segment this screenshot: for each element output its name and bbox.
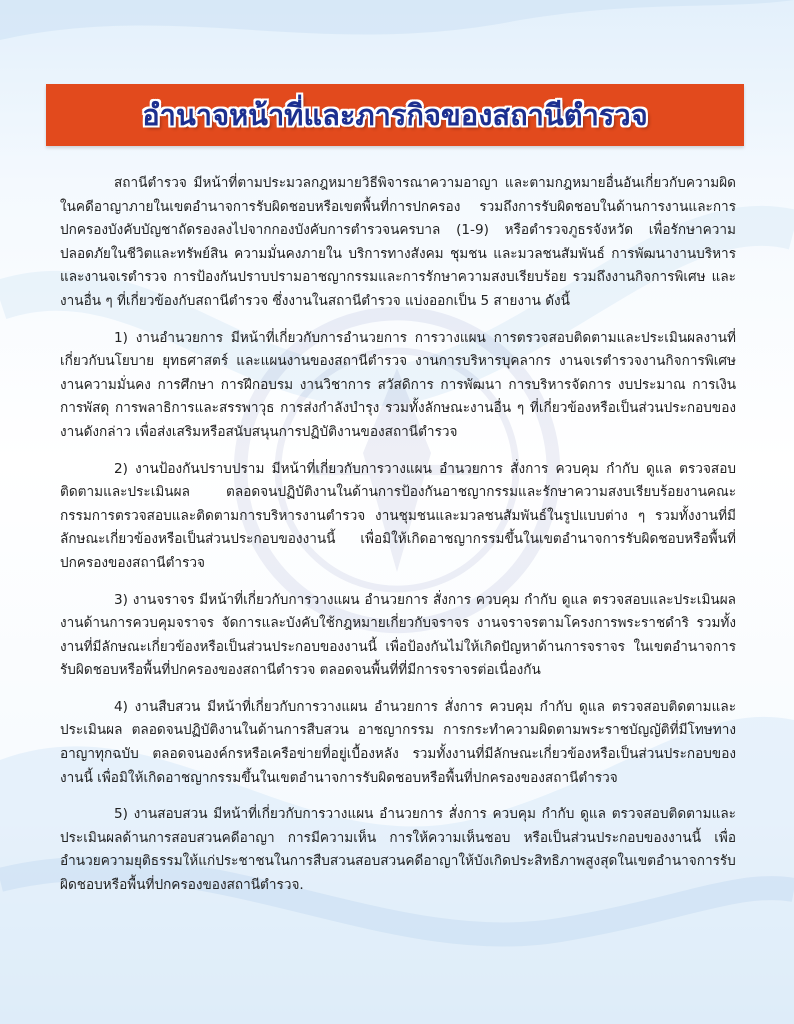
page-title: อำนาจหน้าที่และภารกิจของสถานีตำรวจ bbox=[142, 98, 648, 132]
document-body bbox=[60, 172, 736, 911]
traffic-paragraph: 3) งานจราจร มีหน้าที่เกี่ยวกับการวางแผน อำนวยการ สั่งการ ควบคุม กำกับ ดูแล ตรวจสอบและประเมินผลงานด้านการควบคุมจราจร จัดการและบังคับใช้กฎหมายเกี่ยวกับจราจร งานจราจรตามโครงการพระราชดำริ รวมทั้งงานที่มีลักษณะเกี่ยวข้องหรือเป็นส่วนประกอบของงานนี้ เพื่อป้องกันไม่ให้เกิดปัญหาด้านการจราจร ในเขตอำนาจการรับผิดชอบหรือพื้นที่ปกครองของสถานีตำรวจ ตลอดจนพื้นที่ที่มีการจราจรต่อเนื่องกัน bbox=[60, 591, 736, 679]
inquiry-paragraph: 5) งานสอบสวน มีหน้าที่เกี่ยวกับการวางแผน อำนวยการ สั่งการ ควบคุม กำกับ ดูแล ตรวจสอบติดตามและประเมินผลด้านการสอบสวนคดีอาญา การมีความเห็น การให้ความเห็นชอบ หรือเป็นส่วนประกอบของงานนี้ เพื่ออำนวยความยุติธรรมให้แก่ประชาชนในการสืบสวนสอบสวนคดีอาญาให้บังเกิดประสิทธิภาพสูงสุดในเขตอำนาจการรับผิดชอบหรือพื้นที่ปกครองของสถานีตำรวจ. bbox=[60, 806, 736, 894]
investigation-paragraph: 4) งานสืบสวน มีหน้าที่เกี่ยวกับการวางแผน อำนวยการ สั่งการ ควบคุม กำกับ ดูแล ตรวจสอบติดตามและประเมินผล ตลอดจนปฏิบัติงานในด้านการสืบสวน อาชญากรรม การกระทำความผิดตามพระราชบัญญัติที่มีโทษทางอาญาทุกฉบับ ตลอดจนองค์กรหรือเครือข่ายที่อยู่เบื้องหลัง รวมทั้งงานที่มีลักษณะเกี่ยวข้องหรือเป็นส่วนประกอบของงานนี้ เพื่อมิให้เกิดอาชญากรรมขึ้นในเขตอำนาจการรับผิดชอบหรือพื้นที่ปกครองของสถานีตำรวจ bbox=[60, 698, 736, 786]
title-banner bbox=[46, 84, 744, 146]
admin-duties-paragraph: 1) งานอำนวยการ มีหน้าที่เกี่ยวกับการอำนวยการ การวางแผน การตรวจสอบติดตามและประเมินผลงานที่เกี่ยวกับนโยบาย ยุทธศาสตร์ และแผนงานของสถานีตำรวจ งานการบริหารบุคลากร งานจเรตำรวจงานกิจการพิเศษ งานความมั่นคง การศึกษา การฝึกอบรม งานวิชาการ สวัสดิการ การพัฒนา การบริหารจัดการ งบประมาณ การเงิน การพัสดุ การพลาธิการและสรรพาวุธ การส่งกำลังบำรุง รวมทั้งลักษณะงานอื่น ๆ ที่เกี่ยวข้องหรือเป็นส่วนประกอบของงานดังกล่าว เพื่อส่งเสริมหรือสนับสนุนการปฏิบัติงานของสถานีตำรวจ bbox=[60, 329, 736, 440]
intro-paragraph: สถานีตำรวจ มีหน้าที่ตามประมวลกฎหมายวิธีพิจารณาความอาญา และตามกฎหมายอื่นอันเกี่ยวกับความผิดในคดีอาญาภายในเขตอำนาจการรับผิดชอบหรือเขตพื้นที่การปกครอง รวมถึงการรับผิดชอบในด้านการงานและการปกครองบังคับบัญชาถัดรองลงไปจากกองบังคับการตำรวจนครบาล (1-9) หรือตำรวจภูธรจังหวัด เพื่อรักษาความปลอดภัยในชีวิตและทรัพย์สิน ความมั่นคงภายใน บริการทางสังคม ชุมชน และมวลชนสัมพันธ์ การพัฒนางานบริหารและงานจเรตำรวจ การป้องกันปราบปรามอาชญากรรมและการรักษาความสงบเรียบร้อย รวมถึงงานกิจการพิเศษ และงานอื่น ๆ ที่เกี่ยวข้องกับสถานีตำรวจ ซึ่งงานในสถานีตำรวจ แบ่งออกเป็น 5 สายงาน ดังนี้ bbox=[60, 175, 736, 309]
crime-prevention-paragraph: 2) งานป้องกันปราบปราม มีหน้าที่เกี่ยวกับการวางแผน อำนวยการ สั่งการ ควบคุม กำกับ ดูแล ตรวจสอบติดตามและประเมินผล ตลอดจนปฏิบัติงานในด้านการป้องกันอาชญากรรมและรักษาความสงบเรียบร้อยงานคณะกรรมการตรวจสอบและติดตามการบริหารงานตำรวจ งานชุมชนและมวลชนสัมพันธ์ในรูปแบบต่าง ๆ รวมทั้งงานที่มีลักษณะเกี่ยวข้องหรือเป็นส่วนประกอบของงานนี้ เพื่อมิให้เกิดอาชญากรรมขึ้นในเขตอำนาจการรับผิดชอบหรือพื้นที่ปกครองของสถานีตำรวจ bbox=[60, 460, 737, 571]
